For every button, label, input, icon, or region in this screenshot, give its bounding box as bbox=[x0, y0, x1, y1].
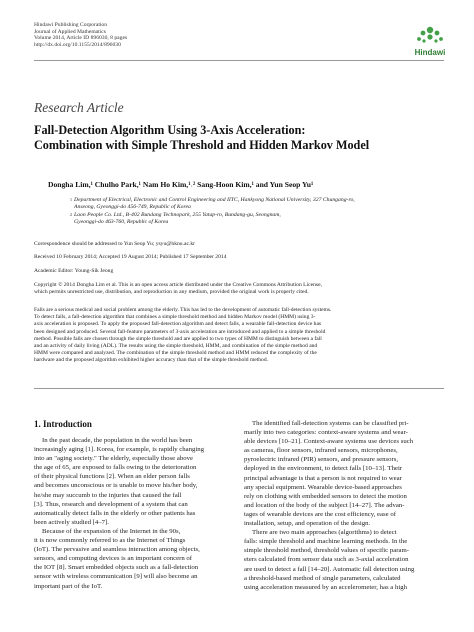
body-text-line: and location of the body of the subject [14–27]. The advan- bbox=[244, 501, 405, 509]
body-text-line: falls: simple threshold and machine learning methods. In the bbox=[244, 538, 408, 546]
abstract-line: hardware and the proposed algorithm exhibited higher accuracy than that of the simple threshold method. bbox=[34, 357, 268, 364]
body-text-line: eters calculated from sensor data such as 3-axial acceleration bbox=[244, 556, 409, 564]
body-text-line: automatically detect falls in the elderly or other patients has bbox=[34, 509, 196, 517]
body-text-line: Because of the expansion of the Internet in the 90s, bbox=[42, 527, 181, 535]
author-list: Dongha Lim,¹ Chulho Park,¹ Nam Ho Kim,¹˒² Sang-Hoon Kim,¹ and Yun Seop Yu¹ bbox=[48, 180, 314, 189]
abstract-line: and an activity of daily living (ADL). The results using the simple threshold, HMM, and combination of the simple method and bbox=[34, 343, 318, 350]
body-text-line: installation, setup, and operation of the design. bbox=[244, 520, 371, 528]
abstract-line: been designed and produced. Several fall-feature parameters of 3-axis acceleration are introduced and applied to a simple threshold bbox=[34, 328, 326, 335]
body-text-line: simple threshold method, threshold values of specific param- bbox=[244, 547, 409, 555]
body-text-line: as cameras, floor sensors, infrared sensors, microphones, bbox=[244, 447, 398, 455]
body-text-line: marily into two categories: context-aware systems and wear- bbox=[244, 429, 408, 437]
journal-name: Journal of Applied Mathematics bbox=[34, 28, 106, 35]
body-text-line: been actively studied [4–7]. bbox=[34, 518, 109, 526]
left-column-body bbox=[34, 436, 234, 591]
body-text-line: principal advantage is that a person is not required to wear bbox=[244, 474, 402, 482]
abstract-line: Falls are a serious medical and social problem among the elderly. This has led to the development of automatic fall-detection systems. bbox=[34, 307, 332, 313]
abstract-line: axis acceleration is proposed. To apply the proposed fall-detection algorithm and detect falls, a wearable fall-detection device has bbox=[34, 321, 322, 328]
body-text-line: deployed in the environment, to detect falls [10–13]. Their bbox=[244, 465, 403, 473]
article-type: Research Article bbox=[34, 100, 124, 115]
body-text-line: the age of 65, are exposed to falls owing to the deterioration bbox=[34, 464, 197, 472]
abstract-line: HMM were compared and analyzed. The combination of the simple threshold method and HMM reduced the complexity of the bbox=[34, 350, 317, 357]
body-text-line: The identified fall-detection systems can be classified pri- bbox=[252, 420, 409, 427]
body-text-line: and becomes unconscious or is unable to move his/her body, bbox=[34, 482, 198, 490]
body-text-line: pyroelectric infrared (PIR) sensors, and pressure sensors, bbox=[244, 456, 399, 464]
body-text-line: it is now commonly referred to as the Internet of Things bbox=[34, 537, 186, 545]
body-text-line: using acceleration measured by an accelerometer, has a high bbox=[244, 583, 407, 591]
body-text-line: are used to detect a fall [14–20]. Automatic fall detection using bbox=[244, 565, 415, 573]
body-text-line: rely on clothing with embedded sensors to detect the motion bbox=[244, 492, 407, 500]
right-column bbox=[244, 419, 444, 592]
section-heading: 1. Introduction bbox=[34, 419, 92, 429]
abstract-line: To detect falls, a fall-detection algorithm that combines a simple threshold method and hidden Markov model (HMM) using 3- bbox=[34, 314, 316, 321]
abstract bbox=[34, 307, 444, 365]
body-text-line: a threshold-based method of single parameters, calculated bbox=[244, 574, 401, 582]
body-text-line: [3]. Thus, research and development of a system that can bbox=[34, 500, 188, 508]
body-text-line: sensors, and computing devices is an important concern of bbox=[34, 555, 193, 563]
article-title bbox=[34, 123, 454, 153]
left-column bbox=[34, 420, 234, 591]
body-text-line: (IoT). The pervasive and seamless interaction among objects, bbox=[34, 546, 200, 554]
journal-volume: Volume 2014, Article ID 896030, 8 pages bbox=[34, 35, 128, 42]
copyright-notice bbox=[34, 282, 444, 296]
affiliation bbox=[70, 197, 450, 211]
affiliation-number: 1 bbox=[70, 197, 72, 202]
body-text-line: any special equipment. Wearable device-based approaches bbox=[244, 483, 402, 491]
journal-info bbox=[34, 22, 127, 48]
affiliation-line: Laon People Co. Ltd., B-402 Bundang Technopark, 255 Yatap-ro, Bundang-gu, Seongnam, bbox=[74, 212, 281, 218]
abstract-line: method. Possible falls are chosen through the simple threshold and are applied to two types of HMM to distinguish between a fall bbox=[34, 335, 322, 342]
body-text-line: tages of wearable devices are the cost efficiency, ease of bbox=[244, 510, 396, 518]
academic-editor: Academic Editor: Young-Sik Jeong bbox=[34, 268, 114, 274]
body-text-line: of their physical functions [2]. When an elder person falls bbox=[34, 473, 190, 481]
copyright-line: which permits unrestricted use, distribution, and reproduction in any medium, provided the original work is properly cited. bbox=[34, 288, 309, 295]
title-line: Combination with Simple Threshold and Hidden Markov Model bbox=[34, 138, 370, 152]
body-text-line: increasingly aging [1]. Korea, for example, is rapidly changing bbox=[34, 446, 205, 454]
title-line: Fall-Detection Algorithm Using 3-Axis Acceleration: bbox=[34, 123, 306, 137]
section-divider bbox=[34, 388, 444, 389]
header-divider bbox=[34, 60, 444, 61]
body-text-line: sensor with wireless communication [9] will also become an bbox=[34, 573, 198, 581]
body-text-line: able devices [10–21]. Context-aware systems use devices such bbox=[244, 438, 414, 446]
affiliation-number: 2 bbox=[70, 212, 72, 217]
correspondence-note: Correspondence should be addressed to Yun Seop Yu; ysyu@hknu.ac.kr bbox=[34, 241, 196, 247]
body-text-line: important part of the IoT. bbox=[34, 582, 103, 590]
copyright-line: Copyright © 2014 Dongha Lim et al. This is an open access article distributed under the Creative Commons Attribution License, bbox=[34, 282, 322, 288]
affiliation bbox=[70, 212, 450, 226]
journal-publisher: Hindawi Publishing Corporation bbox=[34, 22, 108, 28]
body-text-line: the IOT [8]. Smart embedded objects such as a fall-detection bbox=[34, 564, 199, 572]
affiliation-line: Anseong, Gyeonggi-do 456-749, Republic of Korea bbox=[74, 204, 191, 210]
body-text-line: In the past decade, the population in the world has been bbox=[42, 437, 193, 444]
body-text-line: into an "aging society." The elderly, especially those above bbox=[34, 455, 193, 463]
publication-dates: Received 10 February 2014; Accepted 19 August 2014; Published 17 September 2014 bbox=[34, 254, 227, 260]
body-text-line: There are two main approaches (algorithms) to detect bbox=[252, 529, 397, 537]
affiliation-line: Gyeonggi-do 463-760, Republic of Korea bbox=[74, 219, 169, 225]
affiliation-line: Department of Electrical, Electronic and Control Engineering and IITC, Hankyong National University, 327 Chungang-ro, bbox=[74, 197, 355, 203]
body-text-line: he/she may succumb to the injuries that caused the fall bbox=[34, 491, 182, 499]
hindawi-logo-text: Hindawi bbox=[414, 48, 446, 57]
journal-doi[interactable]: http://dx.doi.org/10.1155/2014/896030 bbox=[34, 41, 121, 48]
affiliations bbox=[70, 197, 450, 227]
